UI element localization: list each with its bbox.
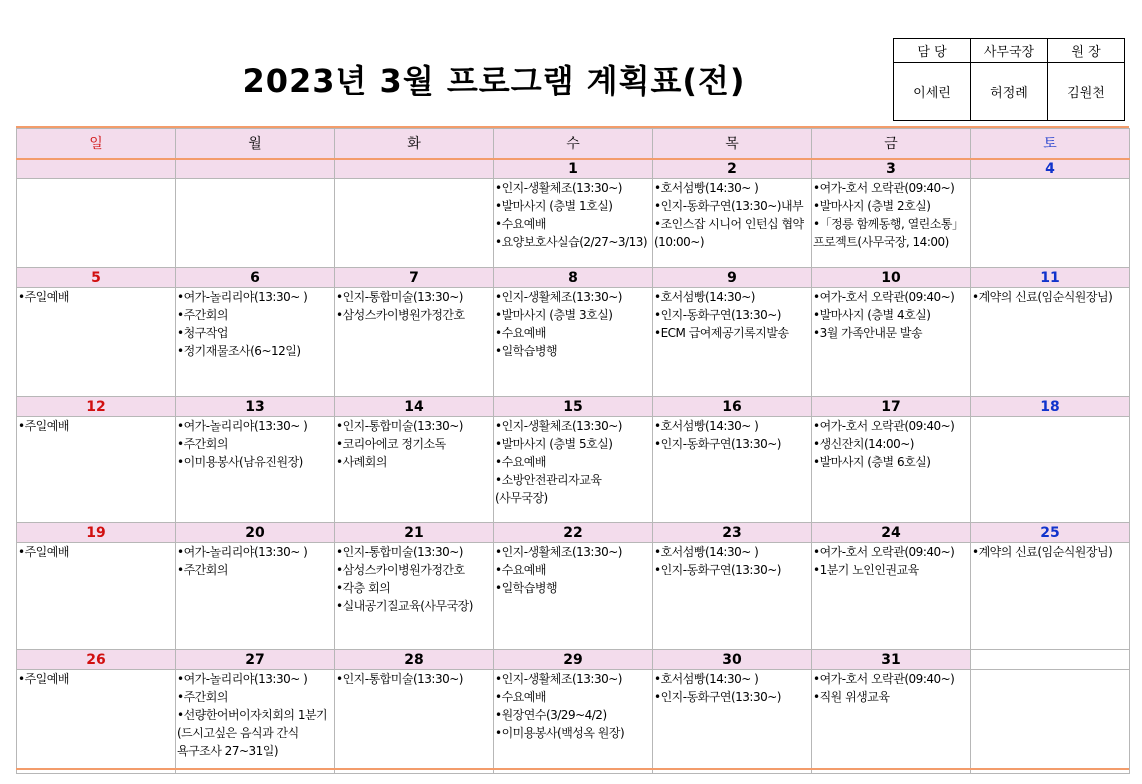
day-cell <box>176 417 335 523</box>
event-item: •삼성스카이병원가정간호 <box>336 308 465 322</box>
event-item: •여가-놀리리야(13:30~ ) <box>177 545 308 559</box>
date-number <box>971 650 1130 670</box>
event-row <box>17 543 1130 650</box>
event-item: •주간회의 <box>177 563 228 577</box>
event-item: •여가-놀리리야(13:30~ ) <box>177 672 308 686</box>
event-list <box>336 670 492 688</box>
date-number: 12 <box>17 397 176 417</box>
date-row <box>17 397 1130 417</box>
date-row <box>17 650 1130 670</box>
event-item: •여가-호서 오락관(09:40~) <box>813 181 955 195</box>
day-cell <box>971 288 1130 397</box>
event-row <box>17 670 1130 774</box>
day-cell <box>971 417 1130 523</box>
event-item: •실내공기질교육(사무국장) <box>336 599 473 613</box>
day-cell <box>812 670 971 774</box>
event-item: •호서섬빵(14:30~) <box>654 290 755 304</box>
event-item: •인지-통합미술(13:30~) <box>336 545 463 559</box>
event-row <box>17 288 1130 397</box>
date-number: 2 <box>653 159 812 179</box>
event-item: •직원 위생교육 <box>813 690 890 704</box>
event-item: •주간회의 <box>177 437 228 451</box>
date-number: 26 <box>17 650 176 670</box>
date-number: 20 <box>176 523 335 543</box>
event-list <box>495 417 651 507</box>
date-number: 30 <box>653 650 812 670</box>
event-item: •정기재물조사(6~12일) <box>177 344 301 358</box>
day-cell <box>335 288 494 397</box>
event-item: •여가-호서 오락관(09:40~) <box>813 419 955 433</box>
date-number: 18 <box>971 397 1130 417</box>
event-item: •주일예배 <box>18 419 69 433</box>
event-list <box>654 417 810 453</box>
event-item: •주일예배 <box>18 290 69 304</box>
day-cell <box>812 417 971 523</box>
event-item: •발마사지 (층별 5호실) <box>495 437 613 451</box>
date-number: 31 <box>812 650 971 670</box>
event-item: •3월 가족안내문 발송 <box>813 326 923 340</box>
event-item: •발마사지 (층별 1호실) <box>495 199 613 213</box>
event-item: •청구작업 <box>177 326 228 340</box>
date-number: 13 <box>176 397 335 417</box>
event-list <box>972 288 1128 306</box>
approval-role: 사무국장 <box>971 39 1048 63</box>
approval-box <box>893 38 1125 121</box>
date-number: 9 <box>653 268 812 288</box>
event-list <box>336 288 492 324</box>
event-item: •주일예배 <box>18 672 69 686</box>
day-cell <box>653 179 812 268</box>
date-number: 24 <box>812 523 971 543</box>
weekday-sun: 일 <box>17 129 176 159</box>
event-list <box>654 288 810 342</box>
weekday-mon: 월 <box>176 129 335 159</box>
day-cell <box>653 670 812 774</box>
event-item: •주간회의 <box>177 308 228 322</box>
event-item: •사례회의 <box>336 455 387 469</box>
event-list <box>177 543 333 579</box>
day-cell <box>494 417 653 523</box>
date-number: 5 <box>17 268 176 288</box>
event-list <box>18 288 174 306</box>
event-item: •여가-놀리리야(13:30~ ) <box>177 419 308 433</box>
event-item: •소방안전관리자교육(사무국장) <box>495 473 602 505</box>
day-cell <box>17 179 176 268</box>
event-item: •선량한어버이자치회의 1분기(드시고싶은 음식과 간식 욕구조사 27~31일) <box>177 708 328 758</box>
event-item: •이미용봉사(백성옥 원장) <box>495 726 625 740</box>
event-list <box>336 543 492 615</box>
date-number: 15 <box>494 397 653 417</box>
day-cell <box>17 670 176 774</box>
date-number: 22 <box>494 523 653 543</box>
event-item: •수요예배 <box>495 455 546 469</box>
date-number: 7 <box>335 268 494 288</box>
approval-name: 허정례 <box>971 63 1048 121</box>
event-list <box>495 288 651 360</box>
event-list <box>177 417 333 471</box>
day-cell <box>653 543 812 650</box>
day-cell <box>812 543 971 650</box>
event-item: •발마사지 (층별 2호실) <box>813 199 931 213</box>
event-list <box>813 670 969 706</box>
date-number: 19 <box>17 523 176 543</box>
date-number: 4 <box>971 159 1130 179</box>
event-list <box>495 179 651 251</box>
event-item: •수요예배 <box>495 326 546 340</box>
event-item: •발마사지 (층별 3호실) <box>495 308 613 322</box>
event-row <box>17 417 1130 523</box>
event-item: •수요예배 <box>495 690 546 704</box>
weekday-thu: 목 <box>653 129 812 159</box>
day-cell <box>17 543 176 650</box>
day-cell <box>494 179 653 268</box>
approval-name: 이세린 <box>894 63 971 121</box>
date-number: 21 <box>335 523 494 543</box>
day-cell <box>335 179 494 268</box>
event-list <box>18 417 174 435</box>
event-item: •수요예배 <box>495 563 546 577</box>
date-number: 25 <box>971 523 1130 543</box>
date-number: 6 <box>176 268 335 288</box>
date-number: 16 <box>653 397 812 417</box>
event-item: •호서섬빵(14:30~ ) <box>654 181 759 195</box>
day-cell <box>971 543 1130 650</box>
event-list <box>654 179 810 251</box>
day-cell <box>653 288 812 397</box>
event-row <box>17 179 1130 268</box>
event-list <box>18 543 174 561</box>
date-row <box>17 268 1130 288</box>
event-item: •삼성스카이병원가정간호 <box>336 563 465 577</box>
event-item: •일학습병행 <box>495 344 558 358</box>
approval-role: 원 장 <box>1048 39 1125 63</box>
event-item: •인지-생활체조(13:30~) <box>495 419 622 433</box>
date-number: 17 <box>812 397 971 417</box>
day-cell <box>176 670 335 774</box>
date-number: 29 <box>494 650 653 670</box>
event-item: •요양보호사실습(2/27~3/13) <box>495 235 648 249</box>
event-item: •1분기 노인인권교육 <box>813 563 919 577</box>
date-number: 23 <box>653 523 812 543</box>
weekday-tue: 화 <box>335 129 494 159</box>
event-list <box>654 670 810 706</box>
calendar-grid <box>16 128 1130 774</box>
event-item: •인지-통합미술(13:30~) <box>336 290 463 304</box>
event-item: •원장연수(3/29~4/2) <box>495 708 607 722</box>
event-item: •호서섬빵(14:30~ ) <box>654 419 759 433</box>
event-list <box>813 543 969 579</box>
event-item: •여가-호서 오락관(09:40~) <box>813 672 955 686</box>
event-item: •호서섬빵(14:30~ ) <box>654 672 759 686</box>
event-item: •계약의 신료(임순식원장님) <box>972 290 1113 304</box>
day-cell <box>335 543 494 650</box>
date-number <box>17 159 176 179</box>
event-item: •인지-통합미술(13:30~) <box>336 672 463 686</box>
event-list <box>813 179 969 251</box>
event-item: •코리아에코 정기소독 <box>336 437 446 451</box>
event-item: •생신잔치(14:00~) <box>813 437 914 451</box>
event-item: •인지-생활체조(13:30~) <box>495 181 622 195</box>
event-list <box>654 543 810 579</box>
event-list <box>813 417 969 471</box>
date-number: 10 <box>812 268 971 288</box>
approval-name: 김원천 <box>1048 63 1125 121</box>
event-item: •인지-동화구연(13:30~)내부 <box>654 199 804 213</box>
weekday-header <box>17 129 1130 159</box>
date-number: 11 <box>971 268 1130 288</box>
event-item: •여가-호서 오락관(09:40~) <box>813 545 955 559</box>
day-cell <box>812 288 971 397</box>
event-list <box>972 543 1128 561</box>
event-item: •인지-동화구연(13:30~) <box>654 690 781 704</box>
day-cell <box>971 670 1130 774</box>
date-number: 28 <box>335 650 494 670</box>
date-number: 8 <box>494 268 653 288</box>
weekday-wed: 수 <box>494 129 653 159</box>
date-number <box>176 159 335 179</box>
event-item: •인지-동화구연(13:30~) <box>654 437 781 451</box>
event-item: •조인스잡 시니어 인턴십 협약(10:00~) <box>654 217 804 249</box>
date-number: 1 <box>494 159 653 179</box>
bottom-divider <box>16 768 1129 770</box>
event-item: •ECM 급여제공기록지발송 <box>654 326 789 340</box>
day-cell <box>653 417 812 523</box>
day-cell <box>335 417 494 523</box>
date-number: 14 <box>335 397 494 417</box>
event-list <box>336 417 492 471</box>
event-item: •인지-동화구연(13:30~) <box>654 563 781 577</box>
event-item: •호서섬빵(14:30~ ) <box>654 545 759 559</box>
day-cell <box>971 179 1130 268</box>
event-item: •계약의 신료(임순식원장님) <box>972 545 1113 559</box>
event-list <box>495 670 651 742</box>
event-item: •인지-생활체조(13:30~) <box>495 290 622 304</box>
event-list <box>495 543 651 597</box>
day-cell <box>812 179 971 268</box>
event-item: •인지-통합미술(13:30~) <box>336 419 463 433</box>
page-title: 2023년 3월 프로그램 계획표(전) <box>242 62 746 100</box>
event-item: •이미용봉사(남유진원장) <box>177 455 303 469</box>
event-item: •인지-생활체조(13:30~) <box>495 672 622 686</box>
day-cell <box>176 543 335 650</box>
event-item: •발마사지 (층별 4호실) <box>813 308 931 322</box>
event-item: •수요예배 <box>495 217 546 231</box>
day-cell <box>17 417 176 523</box>
day-cell <box>494 543 653 650</box>
event-item: •여가-호서 오락관(09:40~) <box>813 290 955 304</box>
day-cell <box>335 670 494 774</box>
date-row <box>17 523 1130 543</box>
event-list <box>813 288 969 342</box>
date-number: 27 <box>176 650 335 670</box>
weekday-fri: 금 <box>812 129 971 159</box>
day-cell <box>494 288 653 397</box>
day-cell <box>176 288 335 397</box>
approval-role: 담 당 <box>894 39 971 63</box>
event-item: •「정릉 함께동행, 열린소통」프로젝트(사무국장, 14:00) <box>813 217 964 249</box>
day-cell <box>494 670 653 774</box>
event-item: •인지-동화구연(13:30~) <box>654 308 781 322</box>
event-item: •일학습병행 <box>495 581 558 595</box>
date-number <box>335 159 494 179</box>
event-list <box>18 670 174 688</box>
day-cell <box>17 288 176 397</box>
event-item: •발마사지 (층별 6호실) <box>813 455 931 469</box>
event-list <box>177 670 333 760</box>
event-item: •인지-생활체조(13:30~) <box>495 545 622 559</box>
day-cell <box>176 179 335 268</box>
event-item: •주일예배 <box>18 545 69 559</box>
event-item: •각층 회의 <box>336 581 391 595</box>
event-item: •여가-놀리리야(13:30~ ) <box>177 290 308 304</box>
date-row <box>17 159 1130 179</box>
date-number: 3 <box>812 159 971 179</box>
event-list <box>177 288 333 360</box>
event-item: •주간회의 <box>177 690 228 704</box>
weekday-sat: 토 <box>971 129 1130 159</box>
